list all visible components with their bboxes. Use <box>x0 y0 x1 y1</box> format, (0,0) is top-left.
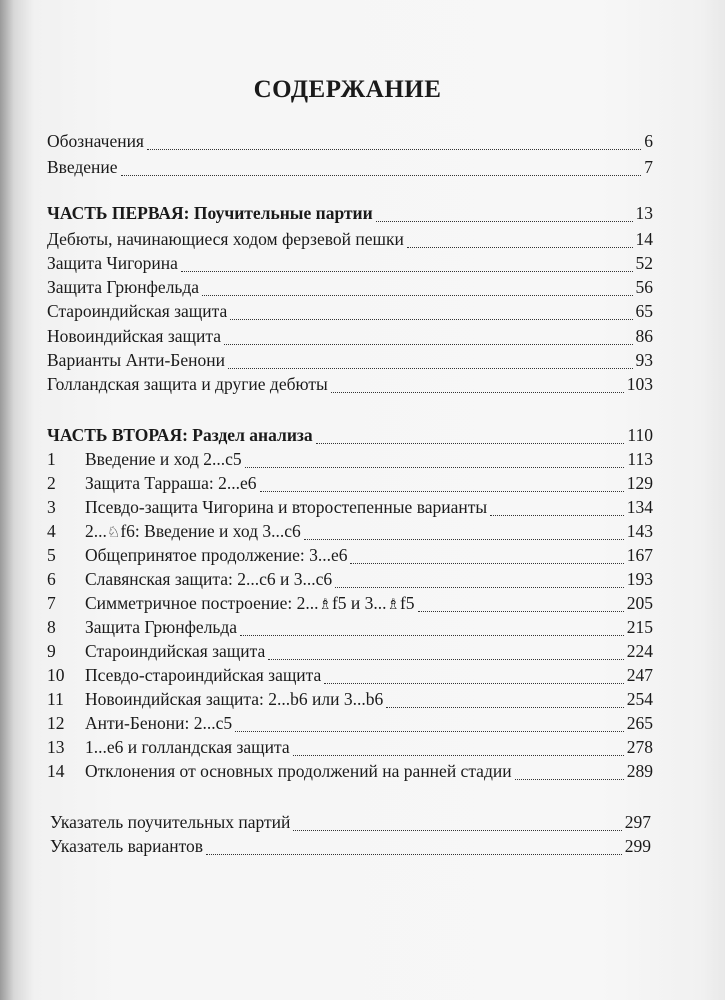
toc-page-number: 143 <box>626 521 653 541</box>
toc-page-number: 299 <box>624 836 651 856</box>
label-part: f6: Введение и ход 3...c6 <box>120 521 301 541</box>
chapter-number: 3 <box>47 497 56 517</box>
toc-page-number: 52 <box>635 253 653 273</box>
part-one-heading[interactable] <box>47 203 653 227</box>
chapter-number: 7 <box>47 593 56 613</box>
leader-dots <box>418 611 624 612</box>
toc-chapter[interactable] <box>47 665 653 689</box>
toc-page-number: 265 <box>626 713 653 733</box>
chapter-number: 11 <box>47 689 64 709</box>
toc-entry-label <box>85 593 415 614</box>
toc-page-number: 215 <box>626 617 653 637</box>
toc-entry-label: Псевдо-староиндийская защита <box>85 665 322 685</box>
leader-dots <box>490 515 624 516</box>
label-part: f5 <box>399 593 415 613</box>
toc-entry-label: 1...e6 и голландская защита <box>85 737 290 757</box>
toc-entry-label: Общепринятое продолжение: 3...e6 <box>85 545 348 565</box>
toc-entry[interactable] <box>47 350 653 374</box>
leader-dots <box>293 830 621 831</box>
toc-entry-label: Анти-Бенони: 2...c5 <box>85 713 233 733</box>
toc-entry[interactable] <box>47 374 653 398</box>
toc-page-number: 93 <box>635 350 653 370</box>
chapter-number: 10 <box>47 665 65 685</box>
leader-dots <box>230 319 632 320</box>
label-part: f5 и 3... <box>331 593 387 613</box>
toc-chapter[interactable] <box>47 737 653 761</box>
toc-entry-label: Староиндийская защита <box>47 301 228 321</box>
leader-dots <box>121 175 642 176</box>
toc-page-number: 205 <box>626 593 653 613</box>
toc-entry-symbols[interactable] <box>47 131 653 155</box>
leader-dots <box>206 854 622 855</box>
part-heading-label: ЧАСТЬ ВТОРАЯ: Раздел анализа <box>47 425 313 445</box>
chapter-number: 12 <box>47 713 65 733</box>
toc-page-number: 247 <box>626 665 653 685</box>
toc-page-number: 224 <box>626 641 653 661</box>
toc-page-number: 289 <box>626 761 653 781</box>
leader-dots <box>260 491 624 492</box>
toc-entry-label: Защита Грюнфельда <box>47 277 200 297</box>
bishop-figurine-icon: ♗ <box>386 595 400 613</box>
toc-chapter[interactable] <box>47 617 653 641</box>
toc-chapter[interactable] <box>47 473 653 497</box>
toc-page-number: 113 <box>627 449 653 469</box>
toc-entry-label: Введение и ход 2...c5 <box>85 449 242 469</box>
toc-page-number: 193 <box>626 569 653 589</box>
leader-dots <box>235 731 624 732</box>
leader-dots <box>324 683 623 684</box>
toc-chapter[interactable] <box>47 569 653 593</box>
leader-dots <box>331 392 624 393</box>
toc-chapter[interactable] <box>47 713 653 737</box>
toc-entry-label: Новоиндийская защита: 2...b6 или 3...b6 <box>85 689 384 709</box>
toc-page-number: 86 <box>635 326 653 346</box>
toc-entry-games-index[interactable] <box>50 812 651 836</box>
toc-chapter[interactable] <box>47 761 653 785</box>
leader-dots <box>224 344 633 345</box>
toc-page-number: 110 <box>627 425 653 445</box>
knight-figurine-icon: ♘ <box>106 523 121 541</box>
toc-entry-label: Псевдо-защита Чигорина и второстепенные варианты <box>85 497 488 517</box>
leader-dots <box>245 467 625 468</box>
toc-chapter[interactable] <box>47 449 653 473</box>
toc-page-number: 6 <box>644 131 653 151</box>
label-part: Симметричное построение: 2... <box>85 593 319 613</box>
toc-entry-label: Варианты Анти-Бенони <box>47 350 225 370</box>
leader-dots <box>376 221 633 222</box>
leader-dots <box>228 368 633 369</box>
leader-dots <box>386 707 624 708</box>
toc-entry-label: Указатель поучительных партий <box>50 812 291 832</box>
toc-chapter[interactable] <box>47 521 653 545</box>
toc-chapter[interactable] <box>47 689 653 713</box>
toc-entry-label: Голландская защита и другие дебюты <box>47 374 328 394</box>
toc-entry[interactable] <box>47 253 653 277</box>
toc-entry-label: Защита Тарраша: 2...e6 <box>85 473 257 493</box>
chapter-number: 6 <box>47 569 56 589</box>
toc-entry-label <box>85 521 301 542</box>
leader-dots <box>268 659 623 660</box>
toc-page-number: 13 <box>635 203 653 223</box>
toc-entry[interactable] <box>47 301 653 325</box>
toc-chapter[interactable] <box>47 545 653 569</box>
toc-page-number: 65 <box>635 301 653 321</box>
toc-entry-label: Обозначения <box>47 131 144 151</box>
toc-page-number: 297 <box>624 812 651 832</box>
toc-chapter[interactable] <box>47 641 653 665</box>
toc-page-number: 7 <box>644 157 653 177</box>
toc-entry-label: Славянская защита: 2...c6 и 3...c6 <box>85 569 333 589</box>
leader-dots <box>202 295 632 296</box>
toc-entry-label: Введение <box>47 157 118 177</box>
toc-entry-label: Отклонения от основных продолжений на ранней стадии <box>85 761 512 781</box>
toc-entry-label: Новоиндийская защита <box>47 326 221 346</box>
leader-dots <box>335 587 624 588</box>
toc-page-number: 134 <box>626 497 653 517</box>
toc-entry-label: Защита Грюнфельда <box>85 617 238 637</box>
chapter-number: 13 <box>47 737 65 757</box>
leader-dots <box>304 539 624 540</box>
leader-dots <box>240 635 624 636</box>
leader-dots <box>316 443 625 444</box>
toc-entry-introduction[interactable] <box>47 157 653 181</box>
leader-dots <box>181 271 633 272</box>
toc-page-number: 278 <box>626 737 653 757</box>
toc-page-number: 129 <box>626 473 653 493</box>
label-part: 2... <box>85 521 107 541</box>
chapter-number: 14 <box>47 761 65 781</box>
leader-dots <box>515 779 624 780</box>
toc-entry-label: Староиндийская защита <box>85 641 266 661</box>
toc-page-number: 254 <box>626 689 653 709</box>
toc-entry[interactable] <box>47 277 653 301</box>
leader-dots <box>407 247 633 248</box>
toc-entry-label: Указатель вариантов <box>50 836 204 856</box>
toc-page-number: 103 <box>626 374 653 394</box>
toc-entry-label: Дебюты, начинающиеся ходом ферзевой пешки <box>47 229 404 249</box>
chapter-number: 2 <box>47 473 56 493</box>
toc-page-number: 167 <box>626 545 653 565</box>
chapter-number: 9 <box>47 641 56 661</box>
bishop-figurine-icon: ♗ <box>318 595 332 613</box>
toc-page-number: 14 <box>635 229 653 249</box>
toc-entry-variations-index[interactable] <box>50 836 651 860</box>
chapter-number: 8 <box>47 617 56 637</box>
toc-entry-label: Защита Чигорина <box>47 253 178 273</box>
chapter-number: 4 <box>47 521 56 541</box>
part-heading-label: ЧАСТЬ ПЕРВАЯ: Поучительные партии <box>47 203 373 223</box>
page-title: СОДЕРЖАНИЕ <box>253 76 442 103</box>
chapter-number: 1 <box>47 449 56 469</box>
toc-chapter[interactable] <box>47 497 653 521</box>
part-two-heading[interactable] <box>47 425 653 449</box>
toc-page-number: 56 <box>635 277 653 297</box>
toc-entry[interactable] <box>47 326 653 350</box>
toc-entry[interactable] <box>47 229 653 253</box>
chapter-number: 5 <box>47 545 56 565</box>
toc-chapter[interactable] <box>47 593 653 617</box>
leader-dots <box>147 149 641 150</box>
leader-dots <box>350 563 623 564</box>
leader-dots <box>293 755 624 756</box>
